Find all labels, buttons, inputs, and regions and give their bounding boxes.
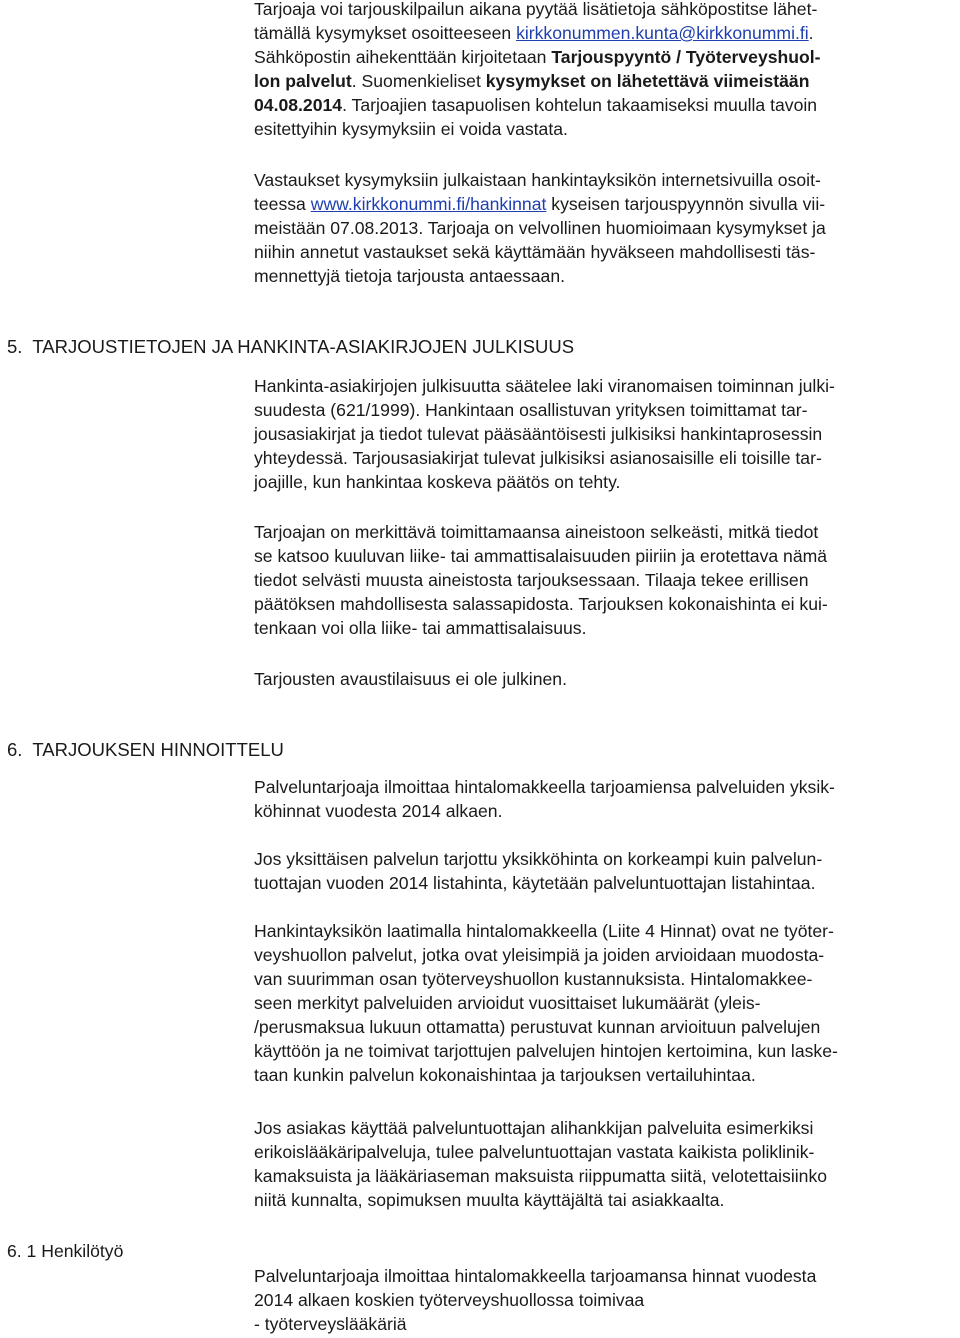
text-line: Hankintayksikön laatimalla hintalomakkeella (Liite 4 Hinnat) ovat ne työter- — [254, 921, 834, 941]
text-span: . — [808, 23, 814, 43]
text-line — [254, 0, 817, 21]
text-line — [254, 168, 821, 192]
text-line: tuottajan vuoden 2014 listahinta, käytetään palveluntuottajan listahintaa. — [254, 873, 816, 893]
text-line: joajille, kun hankintaa koskeva päätös on tehty. — [254, 472, 621, 492]
text-line: taan kunkin palvelun kokonaishintaa ja tarjouksen vertailuhintaa. — [254, 1065, 756, 1085]
section-5-heading: 5. TARJOUSTIETOJEN JA HANKINTA-ASIAKIRJOJEN JULKISUUS — [7, 336, 575, 357]
text-line — [254, 21, 814, 45]
text-line: suudesta (621/1999). Hankintaan osallistuvan yrityksen toimittamat tar- — [254, 400, 808, 420]
text-line: tiedot selvästi muusta aineistosta tarjouksessaan. Tilaaja tekee erillisen — [254, 570, 809, 590]
text-line: seen merkityt palveluiden arvioidut vuosittaiset lukumäärät (yleis- — [254, 993, 761, 1013]
text-line — [254, 216, 826, 240]
text-line: tenkaan voi olla liike- tai ammattisalaisuus. — [254, 618, 587, 638]
text-line: kamaksuista ja lääkäriaseman maksuista riippumatta siitä, velotettaisiinko — [254, 1166, 828, 1186]
text-line: päätöksen mahdollisesta salassapidosta. Tarjouksen kokonaishinta ei kui- — [254, 594, 828, 614]
text-line — [254, 117, 568, 141]
subject-bold: Tarjouspyyntö / Työterveyshuol- — [551, 47, 821, 67]
email-link[interactable]: kirkkonummen.kunta@kirkkonummi.fi — [516, 23, 809, 43]
text-line: jousasiakirjat ja tiedot tulevat pääsääntöisesti julkisiksi hankintaprosessin — [254, 424, 823, 444]
text-line: 2014 alkaen koskien työterveyshuollossa toimivaa — [254, 1290, 645, 1310]
text-line — [254, 93, 817, 117]
text-line — [254, 192, 825, 216]
text-span: . Suomenkieliset — [351, 71, 486, 91]
section-6-1-heading: 6. 1 Henkilötyö — [7, 1241, 124, 1261]
text-span: tämällä kysymykset osoitteeseen — [254, 23, 517, 43]
text-span: . Tarjoajien tasapuolisen kohtelun takaamiseksi muulla tavoin — [342, 95, 818, 115]
subject-bold: lon palvelut — [254, 71, 352, 91]
text-line — [254, 45, 821, 69]
text-span: niihin annetut vastaukset sekä käyttämään hyväkseen mahdollisesti täs- — [254, 242, 816, 262]
hankinnat-link[interactable]: www.kirkkonummi.fi/hankinnat — [310, 194, 547, 214]
text-line: käyttöön ja ne toimivat tarjottujen palvelujen hintojen kertoimina, kun laske- — [254, 1041, 838, 1061]
text-line: yhteydessä. Tarjousasiakirjat tulevat julkisiksi asianosaisille eli toisille tar- — [254, 448, 822, 468]
text-line: van suurimman osan työterveyshuollon kustannuksista. Hintalomakkee- — [254, 969, 813, 989]
text-line: erikoislääkäripalveluja, tulee palveluntuottajan vastata kaikista poliklinik- — [254, 1142, 815, 1162]
text-line: Jos yksittäisen palvelun tarjottu yksikköhinta on korkeampi kuin palvelun- — [254, 849, 823, 869]
text-line: Tarjousten avaustilaisuus ei ole julkinen. — [254, 669, 567, 689]
text-span: esitettyihin kysymyksiin ei voida vastata. — [254, 119, 568, 139]
text-line: Tarjoajan on merkittävä toimittamaansa aineistoon selkeästi, mitkä tiedot — [254, 522, 819, 542]
text-line: Hankinta-asiakirjojen julkisuutta säätelee laki viranomaisen toiminnan julki- — [254, 376, 835, 396]
text-span: teessa — [254, 194, 311, 214]
text-line: köhinnat vuodesta 2014 alkaen. — [254, 801, 503, 821]
text-span: Tarjoaja voi tarjouskilpailun aikana pyytää lisätietoja sähköpostitse lähet- — [254, 0, 818, 19]
text-span: Sähköpostin aihekenttään kirjoitetaan — [254, 47, 552, 67]
deadline-date: 04.08.2014 — [254, 95, 343, 115]
text-span: meistään 07.08.2013. Tarjoaja on velvollinen huomioimaan kysymykset ja — [254, 218, 826, 238]
text-line — [254, 69, 809, 93]
text-line: Jos asiakas käyttää palveluntuottajan alihankkijan palveluita esimerkiksi — [254, 1118, 814, 1138]
text-line: Palveluntarjoaja ilmoittaa hintalomakkeella tarjoamiensa palveluiden yksik- — [254, 777, 835, 797]
section-6-heading: 6. TARJOUKSEN HINNOITTELU — [7, 739, 284, 760]
text-line: /perusmaksua lukuun ottamatta) perustuvat kunnan arvioituun palvelujen — [254, 1017, 821, 1037]
deadline-bold: kysymykset on lähetettävä viimeistään — [485, 71, 810, 91]
text-span: mennettyjä tietoja tarjousta antaessaan. — [254, 266, 566, 286]
text-line — [254, 264, 565, 288]
text-line — [254, 240, 815, 264]
text-span: kyseisen tarjouspyynnön sivulla vii- — [546, 194, 826, 214]
text-line: se katsoo kuuluvan liike- tai ammattisalaisuuden piiriin ja erotettava nämä — [254, 546, 828, 566]
text-line: veyshuollon palvelut, jotka ovat yleisimpiä ja joiden arvioidaan muodosta- — [254, 945, 825, 965]
text-line: - työterveyslääkäriä — [254, 1314, 407, 1334]
text-line: Palveluntarjoaja ilmoittaa hintalomakkeella tarjoamansa hinnat vuodesta — [254, 1266, 817, 1286]
text-line: niitä kunnalta, sopimuksen muulta käyttäjältä tai asiakkaalta. — [254, 1190, 725, 1210]
text-span: Vastaukset kysymyksiin julkaistaan hankintayksikön internetsivuilla osoit- — [254, 170, 821, 190]
